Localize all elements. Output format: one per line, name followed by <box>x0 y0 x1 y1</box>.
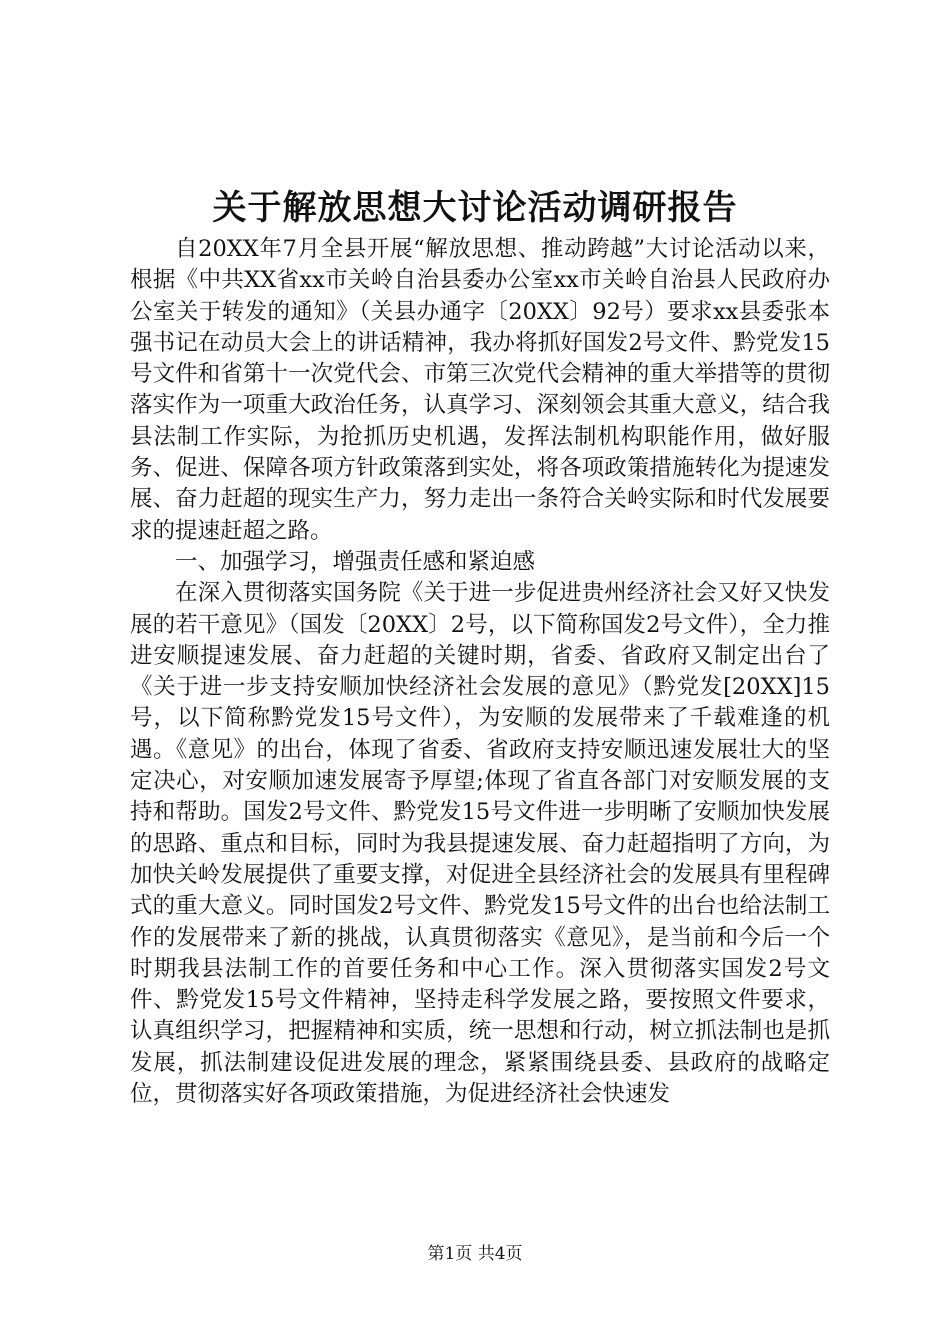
page-number: 第1页 共4页 <box>427 1244 523 1264</box>
section-heading: 一、加强学习，增强责任感和紧迫感 <box>175 548 536 575</box>
intro-paragraph: 自20XX年7月全县开展“解放思想、推动跨越”大讨论活动以来，根据《中共XX省xx市关岭自治县委办公室xx市关岭自治县人民政府办公室关于转发的通知》（关县办通字〔20XX〕92号）要求xx县委张本强书记在动员大会上的讲话精神，我办将抓好国发2号文件、黔党发15号文件和省第十一次党代会、市第三次党代会精神的重大举措等的贯彻落实作为一项重大政治任务，认真学习、深刻领会其重大意义，结合我县法制工作实际，为抢抓历史机遇，发挥法制机构职能作用，做好服务、促进、保障各项方针政策落到实处，将各项政策措施转化为提速发展、奋力赶超的现实生产力，努力走出一条符合关岭实际和时代发展要求的提速赶超之路。 <box>130 236 830 544</box>
document-body <box>130 234 830 1110</box>
section-paragraph: 在深入贯彻落实国务院《关于进一步促进贵州经济社会又好又快发展的若干意见》（国发〔20XX〕2号，以下简称国发2号文件），全力推进安顺提速发展、奋力赶超的关键时期，省委、省政府又制定出台了《关于进一步支持安顺加快经济社会发展的意见》（黔党发[20XX]15号，以下简称黔党发15号文件），为安顺的发展带来了千载难逢的机遇。《意见》的出台，体现了省委、省政府支持安顺迅速发展壮大的坚定决心，对安顺加速发展寄予厚望;体现了省直各部门对安顺发展的支持和帮助。国发2号文件、黔党发15号文件进一步明晰了安顺加快发展的思路、重点和目标，同时为我县提速发展、奋力赶超指明了方向，为加快关岭发展提供了重要支撑，对促进全县经济社会的发展具有里程碑式的重大意义。同时国发2号文件、黔党发15号文件的出台也给法制工作的发展带来了新的挑战，认真贯彻落实《意见》，是当前和今后一个时期我县法制工作的首要任务和中心工作。深入贯彻落实国发2号文件、黔党发15号文件精神，坚持走科学发展之路，要按照文件要求，认真组织学习，把握精神和实质，统一思想和行动，树立抓法制也是抓发展，抓法制建设促进发展的理念，紧紧围绕县委、县政府的战略定位，贯彻落实好各项政策措施，为促进经济社会快速发 <box>130 580 830 1108</box>
document-title: 关于解放思想大讨论活动调研报告 <box>212 188 738 228</box>
